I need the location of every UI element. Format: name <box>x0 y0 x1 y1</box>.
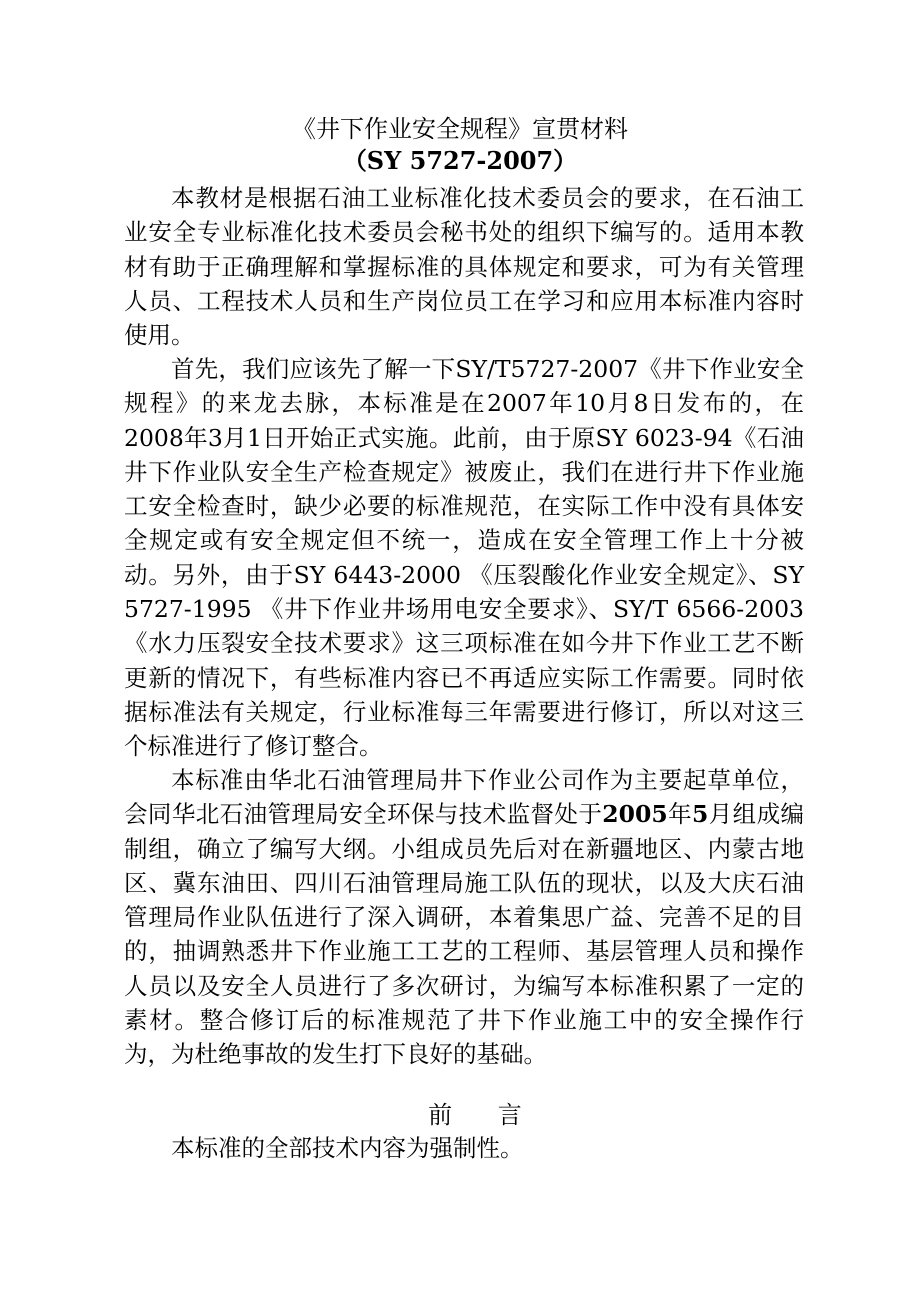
paragraph-foreword: 本标准的全部技术内容为强制性。 <box>171 1134 524 1162</box>
drafting-year: 2005 <box>602 800 668 829</box>
paragraph-background: 首先，我们应该先了解一下SY/T5727-2007《井下作业安全规程》的来龙去脉，本标准是在2007年10月8日发布的，在2008年3月1日开始正式实施。此前，由于原SY 6023-94《石油井下作业队安全生产检查规定》被废止，我们在进行井下作业施工安全检查时，缺少必要的标准规范，在实际工作中没有具体安全规定或有安全规定但不统一，造成在安全管理工作上十分被动。另外，由于SY 6443-2000 《压裂酸化作业安全规定》、SY 5727-1995 《井下作业井场用电安全要求》、SY/T 6566-2003《水力压裂安全技术要求》这三项标准在如今井下作业工艺不断更新的情况下，有些标准内容已不再适应实际工作需要。同时依据标准法有关规定，行业标准每三年需要进行修订，所以对这三个标准进行了修订整合。 <box>124 355 804 761</box>
drafting-text-2: 年 <box>667 800 692 829</box>
drafting-text-1: 本标准由华北石油管理局井下作业公司作为主要起草单位，会同华北石油管理局安全环保与技术监督处于 <box>124 766 804 829</box>
document-subtitle: （SY 5727-2007） <box>342 146 578 175</box>
document-title: 《井下作业安全规程》宣贯材料 <box>292 115 628 143</box>
paragraph-drafting <box>124 763 804 1072</box>
drafting-month: 5 <box>692 800 709 829</box>
drafting-text-3: 月组成编制组，确立了编写大纲。小组成员先后对在新疆地区、内蒙古地区、冀东油田、四川石油管理局施工队伍的现状，以及大庆石油管理局作业队伍进行了深入调研，本着集思广益、完善不足的目的，抽调熟悉井下作业施工工艺的工程师、基层管理人员和操作人员以及安全人员进行了多次研讨，为编写本标准积累了一定的素材。整合修订后的标准规范了井下作业施工中的安全操作行为，为杜绝事故的发生打下良好的基础。 <box>124 800 805 1069</box>
section-heading-foreword: 前 言 <box>428 1101 522 1129</box>
paragraph-intro: 本教材是根据石油工业标准化技术委员会的要求，在石油工业安全专业标准化技术委员会秘书处的组织下编写的。适用本教材有助于正确理解和掌握标准的具体规定和要求，可为有关管理人员、工程技术人员和生产岗位员工在学习和应用本标准内容时使用。 <box>124 184 804 350</box>
